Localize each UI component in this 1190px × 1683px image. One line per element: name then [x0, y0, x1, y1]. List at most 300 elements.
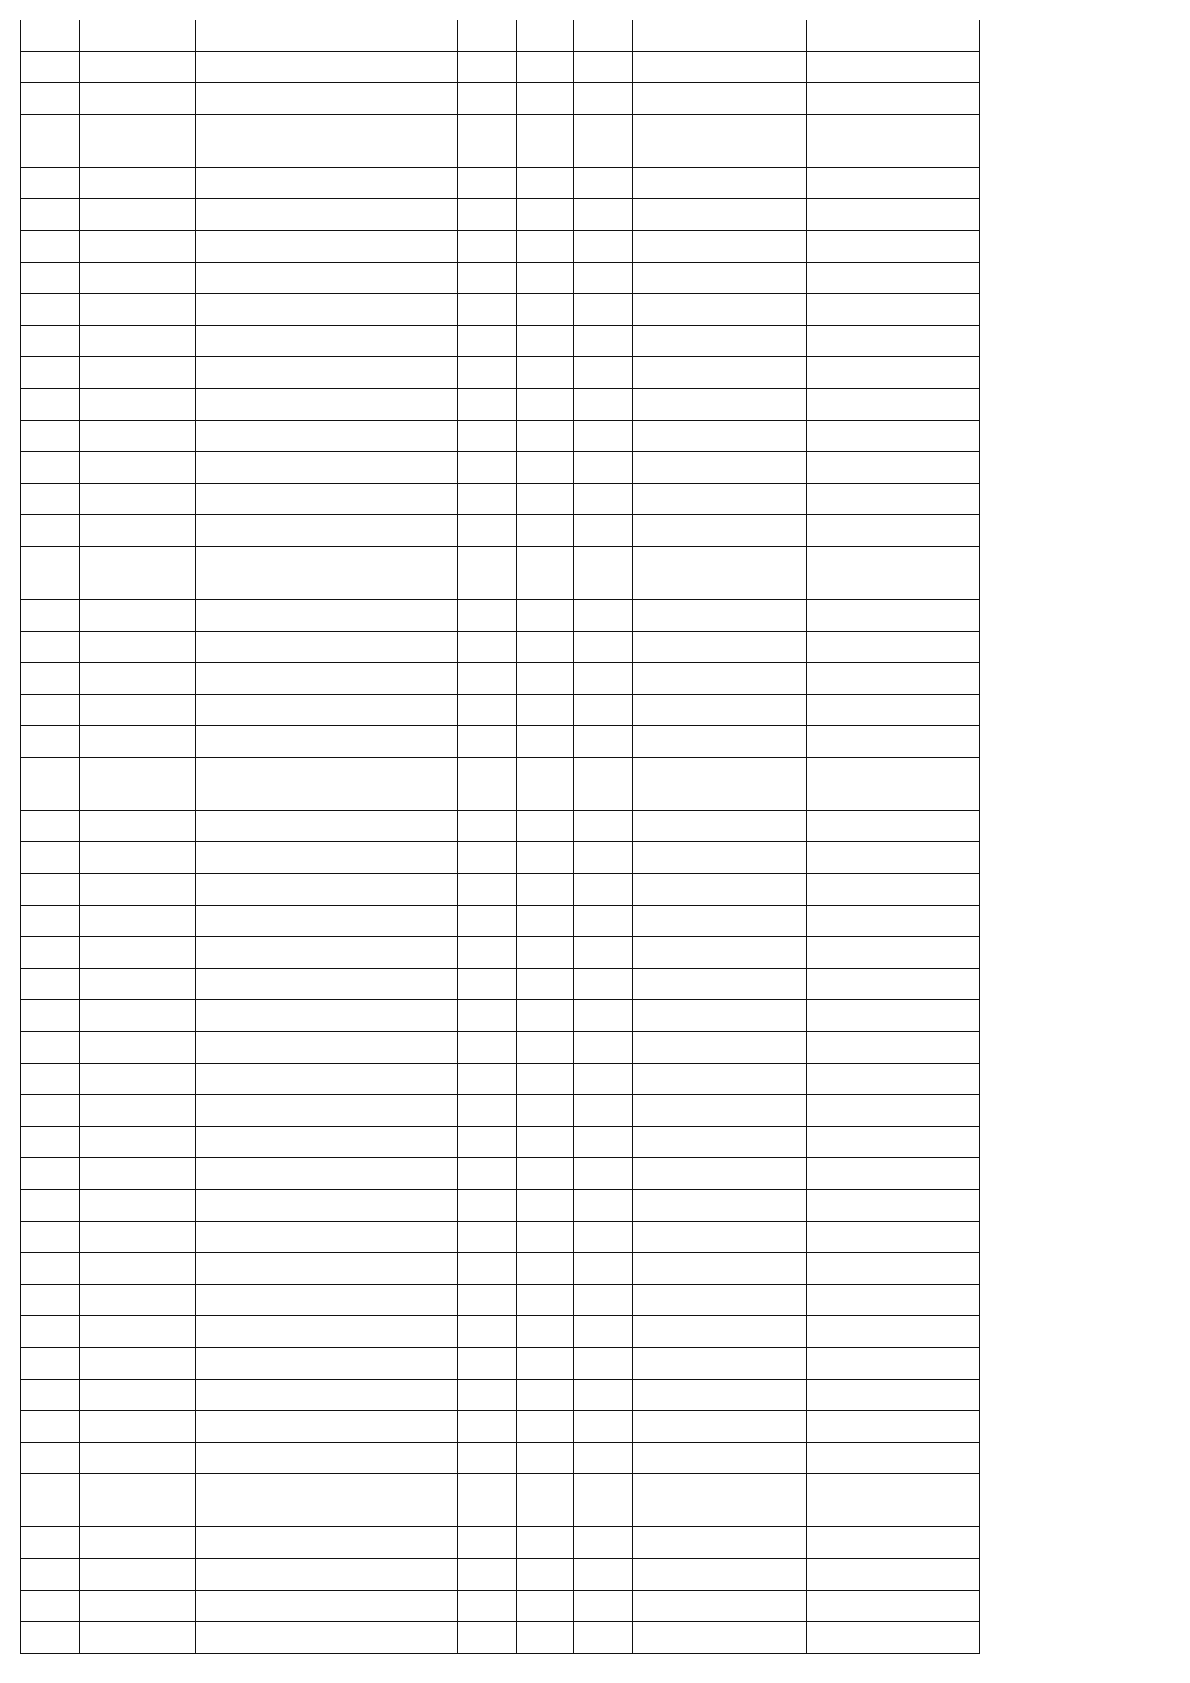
- blank-cell-1: [633, 1000, 807, 1032]
- blank-cell-2: [807, 1158, 980, 1190]
- item-number-cell: [21, 1442, 80, 1474]
- flag-cell: [458, 83, 517, 115]
- table-row: [21, 262, 980, 294]
- part-number-cell: [79, 1221, 195, 1253]
- table-row: [21, 968, 980, 1000]
- item-number-cell: [21, 1126, 80, 1158]
- item-number-cell: [21, 167, 80, 199]
- part-number-cell: [79, 874, 195, 906]
- blank-cell-1: [633, 1622, 807, 1654]
- quantity-cell: [516, 1190, 574, 1222]
- note-cell: [574, 1032, 633, 1064]
- blank-cell-1: [633, 1558, 807, 1590]
- table-row: [21, 1032, 980, 1064]
- table-row: [21, 1622, 980, 1654]
- description-cell: [196, 483, 458, 515]
- blank-cell-1: [633, 51, 807, 83]
- table-row: [21, 83, 980, 115]
- quantity-cell: [516, 663, 574, 695]
- flag-cell: [458, 20, 517, 51]
- note-cell: [574, 1221, 633, 1253]
- table-row: [21, 483, 980, 515]
- item-number-cell: [21, 483, 80, 515]
- description-cell: [196, 1316, 458, 1348]
- quantity-cell: [516, 810, 574, 842]
- part-number-cell: [79, 294, 195, 326]
- part-number-cell: [79, 1527, 195, 1559]
- part-number-cell: [79, 1284, 195, 1316]
- flag-cell: [458, 1158, 517, 1190]
- quantity-cell: [516, 1442, 574, 1474]
- part-number-cell: [79, 1190, 195, 1222]
- quantity-cell: [516, 51, 574, 83]
- blank-cell-2: [807, 325, 980, 357]
- description-cell: [196, 1474, 458, 1527]
- quantity-cell: [516, 114, 574, 167]
- table-row: [21, 388, 980, 420]
- item-number-cell: [21, 51, 80, 83]
- flag-cell: [458, 452, 517, 484]
- note-cell: [574, 631, 633, 663]
- blank-cell-1: [633, 1347, 807, 1379]
- flag-cell: [458, 968, 517, 1000]
- table-row: [21, 905, 980, 937]
- blank-cell-1: [633, 1284, 807, 1316]
- item-number-cell: [21, 114, 80, 167]
- blank-cell-2: [807, 937, 980, 969]
- item-number-cell: [21, 325, 80, 357]
- item-number-cell: [21, 968, 80, 1000]
- flag-cell: [458, 114, 517, 167]
- flag-cell: [458, 325, 517, 357]
- part-number-cell: [79, 726, 195, 758]
- table-row: [21, 1095, 980, 1127]
- note-cell: [574, 1379, 633, 1411]
- note-cell: [574, 1558, 633, 1590]
- note-cell: [574, 1095, 633, 1127]
- table-row: [21, 51, 980, 83]
- description-cell: [196, 420, 458, 452]
- blank-cell-1: [633, 599, 807, 631]
- item-number-cell: [21, 1284, 80, 1316]
- flag-cell: [458, 757, 517, 810]
- item-number-cell: [21, 874, 80, 906]
- part-number-cell: [79, 357, 195, 389]
- description-cell: [196, 1347, 458, 1379]
- flag-cell: [458, 1442, 517, 1474]
- quantity-cell: [516, 1221, 574, 1253]
- item-number-cell: [21, 1158, 80, 1190]
- description-cell: [196, 546, 458, 599]
- parts-table-body: [21, 20, 980, 1653]
- blank-cell-1: [633, 694, 807, 726]
- note-cell: [574, 1590, 633, 1622]
- quantity-cell: [516, 357, 574, 389]
- description-cell: [196, 968, 458, 1000]
- description-cell: [196, 51, 458, 83]
- description-cell: [196, 905, 458, 937]
- blank-cell-1: [633, 262, 807, 294]
- quantity-cell: [516, 325, 574, 357]
- description-cell: [196, 1126, 458, 1158]
- quantity-cell: [516, 1590, 574, 1622]
- note-cell: [574, 905, 633, 937]
- part-number-cell: [79, 694, 195, 726]
- item-number-cell: [21, 1411, 80, 1443]
- blank-cell-2: [807, 757, 980, 810]
- item-number-cell: [21, 1000, 80, 1032]
- part-number-cell: [79, 842, 195, 874]
- item-number-cell: [21, 810, 80, 842]
- quantity-cell: [516, 631, 574, 663]
- flag-cell: [458, 546, 517, 599]
- quantity-cell: [516, 388, 574, 420]
- blank-cell-1: [633, 631, 807, 663]
- description-cell: [196, 1527, 458, 1559]
- item-number-cell: [21, 1590, 80, 1622]
- description-cell: [196, 114, 458, 167]
- quantity-cell: [516, 1284, 574, 1316]
- item-number-cell: [21, 294, 80, 326]
- blank-cell-1: [633, 1527, 807, 1559]
- item-number-cell: [21, 1622, 80, 1654]
- description-cell: [196, 937, 458, 969]
- quantity-cell: [516, 1253, 574, 1285]
- blank-cell-2: [807, 694, 980, 726]
- note-cell: [574, 1126, 633, 1158]
- blank-cell-1: [633, 1063, 807, 1095]
- table-row: [21, 1590, 980, 1622]
- blank-cell-2: [807, 1000, 980, 1032]
- part-number-cell: [79, 515, 195, 547]
- blank-cell-2: [807, 83, 980, 115]
- part-number-cell: [79, 1126, 195, 1158]
- note-cell: [574, 1442, 633, 1474]
- description-cell: [196, 1221, 458, 1253]
- blank-cell-2: [807, 262, 980, 294]
- quantity-cell: [516, 452, 574, 484]
- quantity-cell: [516, 968, 574, 1000]
- part-number-cell: [79, 1063, 195, 1095]
- item-number-cell: [21, 1474, 80, 1527]
- flag-cell: [458, 1190, 517, 1222]
- flag-cell: [458, 483, 517, 515]
- flag-cell: [458, 1284, 517, 1316]
- part-number-cell: [79, 230, 195, 262]
- note-cell: [574, 1474, 633, 1527]
- table-row: [21, 937, 980, 969]
- blank-cell-1: [633, 325, 807, 357]
- flag-cell: [458, 1411, 517, 1443]
- quantity-cell: [516, 1126, 574, 1158]
- note-cell: [574, 167, 633, 199]
- blank-cell-1: [633, 167, 807, 199]
- table-row: [21, 1527, 980, 1559]
- item-number-cell: [21, 726, 80, 758]
- quantity-cell: [516, 1474, 574, 1527]
- table-row: [21, 1000, 980, 1032]
- table-row: [21, 1190, 980, 1222]
- part-number-cell: [79, 1347, 195, 1379]
- table-row: [21, 1442, 980, 1474]
- flag-cell: [458, 262, 517, 294]
- quantity-cell: [516, 483, 574, 515]
- flag-cell: [458, 663, 517, 695]
- part-number-cell: [79, 1253, 195, 1285]
- flag-cell: [458, 1000, 517, 1032]
- quantity-cell: [516, 842, 574, 874]
- description-cell: [196, 631, 458, 663]
- note-cell: [574, 726, 633, 758]
- quantity-cell: [516, 262, 574, 294]
- blank-cell-1: [633, 1032, 807, 1064]
- blank-cell-2: [807, 420, 980, 452]
- table-row: [21, 20, 980, 51]
- quantity-cell: [516, 1527, 574, 1559]
- description-cell: [196, 1411, 458, 1443]
- blank-cell-2: [807, 357, 980, 389]
- item-number-cell: [21, 1032, 80, 1064]
- blank-cell-2: [807, 631, 980, 663]
- quantity-cell: [516, 937, 574, 969]
- note-cell: [574, 1527, 633, 1559]
- flag-cell: [458, 1527, 517, 1559]
- description-cell: [196, 810, 458, 842]
- blank-cell-2: [807, 1284, 980, 1316]
- item-number-cell: [21, 1221, 80, 1253]
- blank-cell-1: [633, 937, 807, 969]
- flag-cell: [458, 420, 517, 452]
- blank-cell-1: [633, 905, 807, 937]
- table-row: [21, 810, 980, 842]
- description-cell: [196, 83, 458, 115]
- flag-cell: [458, 1063, 517, 1095]
- item-number-cell: [21, 905, 80, 937]
- description-cell: [196, 20, 458, 51]
- blank-cell-2: [807, 1347, 980, 1379]
- blank-cell-2: [807, 905, 980, 937]
- table-row: [21, 357, 980, 389]
- description-cell: [196, 1558, 458, 1590]
- flag-cell: [458, 905, 517, 937]
- note-cell: [574, 388, 633, 420]
- note-cell: [574, 1316, 633, 1348]
- blank-cell-2: [807, 1316, 980, 1348]
- blank-cell-1: [633, 452, 807, 484]
- item-number-cell: [21, 1347, 80, 1379]
- quantity-cell: [516, 1558, 574, 1590]
- description-cell: [196, 757, 458, 810]
- blank-cell-2: [807, 199, 980, 231]
- note-cell: [574, 483, 633, 515]
- table-row: [21, 757, 980, 810]
- part-number-cell: [79, 757, 195, 810]
- flag-cell: [458, 388, 517, 420]
- blank-cell-1: [633, 294, 807, 326]
- blank-cell-1: [633, 726, 807, 758]
- item-number-cell: [21, 757, 80, 810]
- item-number-cell: [21, 420, 80, 452]
- item-number-cell: [21, 230, 80, 262]
- blank-cell-2: [807, 546, 980, 599]
- part-number-cell: [79, 905, 195, 937]
- flag-cell: [458, 1095, 517, 1127]
- part-number-cell: [79, 937, 195, 969]
- quantity-cell: [516, 1379, 574, 1411]
- flag-cell: [458, 1126, 517, 1158]
- table-row: [21, 663, 980, 695]
- table-row: [21, 1063, 980, 1095]
- note-cell: [574, 1622, 633, 1654]
- flag-cell: [458, 937, 517, 969]
- blank-cell-1: [633, 1095, 807, 1127]
- blank-cell-2: [807, 515, 980, 547]
- blank-cell-2: [807, 388, 980, 420]
- flag-cell: [458, 1474, 517, 1527]
- item-number-cell: [21, 1379, 80, 1411]
- note-cell: [574, 51, 633, 83]
- part-number-cell: [79, 663, 195, 695]
- table-row: [21, 1411, 980, 1443]
- description-cell: [196, 726, 458, 758]
- part-number-cell: [79, 452, 195, 484]
- blank-cell-1: [633, 83, 807, 115]
- quantity-cell: [516, 1032, 574, 1064]
- flag-cell: [458, 1622, 517, 1654]
- flag-cell: [458, 294, 517, 326]
- quantity-cell: [516, 874, 574, 906]
- note-cell: [574, 1158, 633, 1190]
- flag-cell: [458, 1558, 517, 1590]
- quantity-cell: [516, 20, 574, 51]
- flag-cell: [458, 599, 517, 631]
- quantity-cell: [516, 757, 574, 810]
- flag-cell: [458, 1590, 517, 1622]
- part-number-cell: [79, 631, 195, 663]
- table-row: [21, 452, 980, 484]
- table-row: [21, 1158, 980, 1190]
- description-cell: [196, 452, 458, 484]
- flag-cell: [458, 1221, 517, 1253]
- part-number-cell: [79, 114, 195, 167]
- blank-cell-1: [633, 483, 807, 515]
- description-cell: [196, 1032, 458, 1064]
- blank-cell-2: [807, 1253, 980, 1285]
- blank-cell-2: [807, 294, 980, 326]
- part-number-cell: [79, 1158, 195, 1190]
- note-cell: [574, 1253, 633, 1285]
- blank-cell-2: [807, 1442, 980, 1474]
- blank-cell-2: [807, 1190, 980, 1222]
- table-row: [21, 199, 980, 231]
- part-number-cell: [79, 1411, 195, 1443]
- blank-cell-2: [807, 114, 980, 167]
- blank-cell-2: [807, 1126, 980, 1158]
- note-cell: [574, 357, 633, 389]
- part-number-cell: [79, 1442, 195, 1474]
- part-number-cell: [79, 1474, 195, 1527]
- description-cell: [196, 694, 458, 726]
- item-number-cell: [21, 937, 80, 969]
- blank-cell-1: [633, 968, 807, 1000]
- description-cell: [196, 230, 458, 262]
- description-cell: [196, 1063, 458, 1095]
- table-row: [21, 631, 980, 663]
- note-cell: [574, 1284, 633, 1316]
- blank-cell-2: [807, 599, 980, 631]
- quantity-cell: [516, 694, 574, 726]
- blank-cell-2: [807, 1032, 980, 1064]
- part-number-cell: [79, 199, 195, 231]
- note-cell: [574, 810, 633, 842]
- description-cell: [196, 1158, 458, 1190]
- blank-cell-2: [807, 1221, 980, 1253]
- quantity-cell: [516, 167, 574, 199]
- table-row: [21, 325, 980, 357]
- blank-cell-2: [807, 1590, 980, 1622]
- note-cell: [574, 1190, 633, 1222]
- blank-cell-1: [633, 20, 807, 51]
- description-cell: [196, 1190, 458, 1222]
- description-cell: [196, 325, 458, 357]
- quantity-cell: [516, 230, 574, 262]
- item-number-cell: [21, 1063, 80, 1095]
- note-cell: [574, 842, 633, 874]
- part-number-cell: [79, 1000, 195, 1032]
- flag-cell: [458, 726, 517, 758]
- part-number-cell: [79, 546, 195, 599]
- blank-cell-1: [633, 388, 807, 420]
- table-row: [21, 546, 980, 599]
- item-number-cell: [21, 599, 80, 631]
- blank-cell-1: [633, 199, 807, 231]
- part-number-cell: [79, 599, 195, 631]
- quantity-cell: [516, 726, 574, 758]
- quantity-cell: [516, 420, 574, 452]
- blank-cell-1: [633, 1442, 807, 1474]
- table-row: [21, 114, 980, 167]
- table-row: [21, 294, 980, 326]
- flag-cell: [458, 230, 517, 262]
- note-cell: [574, 694, 633, 726]
- description-cell: [196, 1253, 458, 1285]
- blank-cell-1: [633, 357, 807, 389]
- part-number-cell: [79, 20, 195, 51]
- blank-cell-2: [807, 1527, 980, 1559]
- item-number-cell: [21, 1190, 80, 1222]
- part-number-cell: [79, 1590, 195, 1622]
- description-cell: [196, 294, 458, 326]
- quantity-cell: [516, 1158, 574, 1190]
- quantity-cell: [516, 1411, 574, 1443]
- blank-cell-2: [807, 230, 980, 262]
- description-cell: [196, 515, 458, 547]
- quantity-cell: [516, 1063, 574, 1095]
- table-row: [21, 1284, 980, 1316]
- part-number-cell: [79, 1032, 195, 1064]
- part-number-cell: [79, 262, 195, 294]
- note-cell: [574, 325, 633, 357]
- description-cell: [196, 874, 458, 906]
- flag-cell: [458, 357, 517, 389]
- description-cell: [196, 842, 458, 874]
- blank-cell-2: [807, 51, 980, 83]
- item-number-cell: [21, 452, 80, 484]
- description-cell: [196, 1000, 458, 1032]
- item-number-cell: [21, 20, 80, 51]
- description-cell: [196, 599, 458, 631]
- blank-cell-2: [807, 1558, 980, 1590]
